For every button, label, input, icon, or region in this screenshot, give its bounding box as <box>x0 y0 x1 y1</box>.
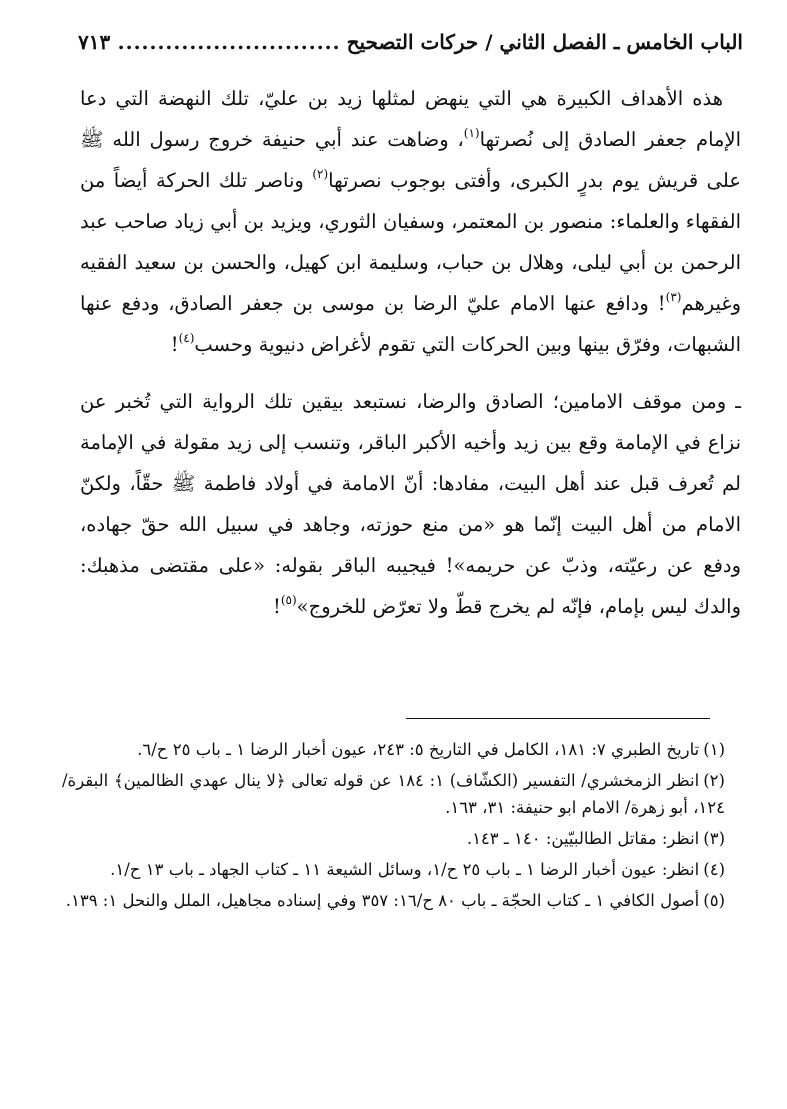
paragraph-1-part-a: هذه الأهداف الكبيرة هي التي ينهض لمثلها زيد بن عليّ، تلك النهضة التي دعا الإمام جعفر الصادق إلى نُصرتها <box>80 87 741 151</box>
leader-dots <box>116 30 340 54</box>
footnote-5 <box>62 887 725 914</box>
footnote-text: انظر: عيون أخبار الرضا ١ ـ باب ٢٥ ح/١، وسائل الشيعة ١١ ـ كتاب الجهاد ـ باب ١٣ ح/١. <box>110 860 700 879</box>
footnote-number: (٣) <box>703 829 725 848</box>
footnote-number: (٥) <box>703 891 725 910</box>
footnote-text: انظر الزمخشري/ التفسير (الكشّاف) ١: ١٨٤ عن قوله تعالى ﴿لا ينال عهدي الظالمين﴾ البقرة/ ١٢٤، أبو زهرة/ الامام ابو حنيفة: ٣١، ١٦٣. <box>62 771 725 817</box>
footnote-1 <box>62 736 725 763</box>
running-header <box>78 30 743 54</box>
paragraph-1-part-c: وناصر تلك الحركة أيضاً من الفقهاء والعلماء: منصور بن المعتمر، وسفيان الثوري، ويزيد بن أبي زياد صاحب عبد الرحمن بن أبي ليلى، وهلال بن حباب، وسليمة ابن كهيل، والحسن بن سعيد الفقيه وغيرهم <box>80 169 741 315</box>
paragraph-1 <box>80 78 741 365</box>
paragraph-1-part-d: ! ودافع عنها الامام عليّ الرضا بن موسى بن جعفر الصادق، ودفع عنها الشبهات، وفرّق بينها وبين الحركات التي تقوم لأغراض دنيوية وحسب <box>80 292 741 356</box>
footnote-text: تاريخ الطبري ٧: ١٨١، الكامل في التاريخ ٥: ٢٤٣، عيون أخبار الرضا ١ ـ باب ٢٥ ح/٦. <box>137 740 700 759</box>
footnote-2 <box>62 767 725 821</box>
footnote-marker-5[interactable]: (٥) <box>280 593 297 607</box>
footnote-separator <box>406 718 710 719</box>
footnote-text: أصول الكافي ١ ـ كتاب الحجّة ـ باب ٨٠ ح/١٦: ٣٥٧ وفي إسناده مجاهيل، الملل والنحل ١: ١٣٩. <box>65 891 700 910</box>
main-text <box>80 78 741 627</box>
footnote-number: (٢) <box>703 771 725 790</box>
footnote-number: (٤) <box>703 860 725 879</box>
chapter-title: الباب الخامس ـ الفصل الثاني / حركات التصحيح <box>346 30 743 54</box>
footnote-4 <box>62 856 725 883</box>
footnote-text: انظر: مقاتل الطالبيّين: ١٤٠ ـ ١٤٣. <box>466 829 700 848</box>
paragraph-1-part-b: ، وضاهت عند أبي حنيفة خروج رسول الله ﷺ على قريش يوم بدرٍ الكبرى، وأفتى بوجوب نصرتها <box>80 128 741 192</box>
page-number: ٧١٣ <box>78 30 111 54</box>
paragraph-2-part-b: ! <box>273 595 281 618</box>
footnote-marker-2[interactable]: (٢) <box>312 167 329 181</box>
paragraph-1-part-e: ! <box>170 333 179 356</box>
footnote-number: (١) <box>703 740 725 759</box>
footnote-marker-3[interactable]: (٣) <box>665 290 682 304</box>
footnote-3 <box>62 825 725 852</box>
footnote-marker-1[interactable]: (١) <box>463 126 480 140</box>
footnotes <box>62 736 725 918</box>
paragraph-2-part-a: ـ ومن موقف الامامين؛ الصادق والرضا، نستبعد بيقين تلك الرواية التي تُخبر عن نزاع في الإمامة وقع بين زيد وأخيه الأكبر الباقر، وتنسب إلى زيد مقولة في الإمامة لم تُعرف قبل عند أهل البيت، مفادها: أنّ الامامة في أولاد فاطمة ﷺ حقّاً، ولكنّ الامام من أهل البيت إنّما هو «من منع حوزته، وجاهد في سبيل الله حقّ جهاده، ودفع عن رعيّته، وذبّ عن حريمه»! فيجيبه الباقر بقوله: «على مقتضى مذهبك: والدك ليس بإمام، فإنّه لم يخرج قطّ ولا تعرّض للخروج» <box>80 390 741 618</box>
paragraph-2 <box>80 381 741 627</box>
footnote-marker-4[interactable]: (٤) <box>178 331 195 345</box>
